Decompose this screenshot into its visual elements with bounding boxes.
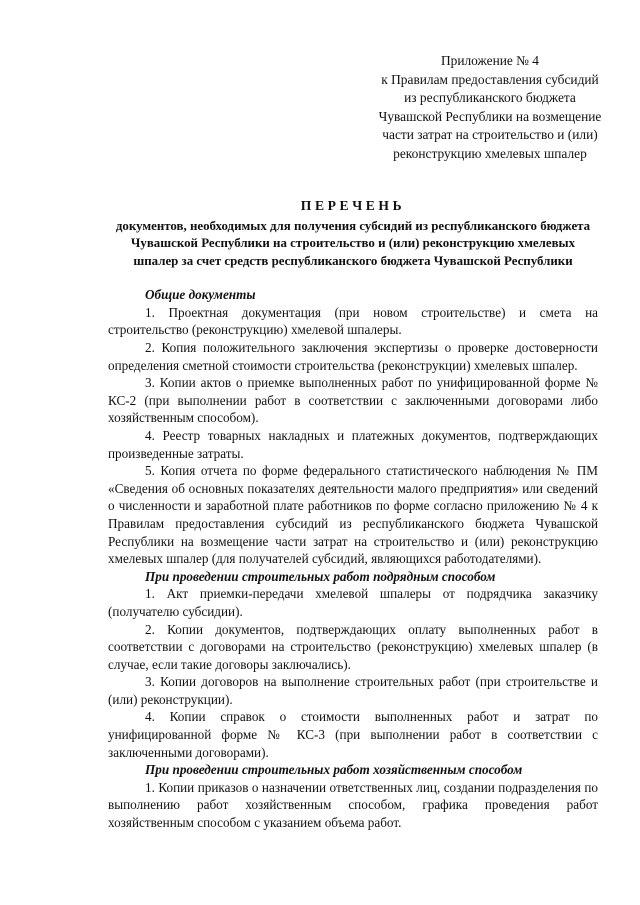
section-heading: Общие документы bbox=[145, 287, 256, 303]
list-item: 1. Копии приказов о назначении ответственных лиц, создании подразделения по выполнению работ хозяйственным способом, графика проведения работ хозяйственным способом с указанием объема работ. bbox=[108, 779, 598, 831]
appendix-line: части затрат на строительство и (или) bbox=[382, 127, 598, 142]
appendix-line: из республиканского бюджета bbox=[404, 90, 576, 105]
section-general-documents bbox=[108, 286, 598, 568]
section-contract-method bbox=[108, 568, 598, 762]
list-item: 4. Реестр товарных накладных и платежных документов, подтверждающих произведенные затраты. bbox=[108, 427, 598, 461]
appendix-header bbox=[340, 52, 640, 163]
document-subtitle: документов, необходимых для получения субсидий из республиканского бюджета Чувашской Республики на строительство и (или) реконструкцию хмелевых шпалер за счет средств республиканского бюджета Чувашской Республики bbox=[115, 219, 591, 268]
list-item: 5. Копия отчета по форме федерального статистического наблюдения № ПМ «Сведения об основных показателях деятельности малого предприятия» или сведений о численности и заработной плате работников по форме согласно приложению № 4 к Правилам предоставления субсидий из республиканского бюджета Чувашской Республики на возмещение части затрат на строительство и (или) реконструкцию хмелевых шпалер (для получателей субсидий, являющихся работодателями). bbox=[108, 463, 598, 567]
section-heading: При проведении строительных работ хозяйственным способом bbox=[145, 762, 523, 778]
section-heading: При проведении строительных работ подрядным способом bbox=[145, 568, 496, 584]
section-own-method bbox=[108, 761, 598, 831]
appendix-line: реконструкцию хмелевых шпалер bbox=[393, 145, 587, 161]
list-item: 3. Копии договоров на выполнение строительных работ (при строительстве и (или) реконструкции). bbox=[108, 674, 598, 707]
list-item: 1. Проектная документация (при новом строительстве) и смета на строительство (реконструкцию) хмелевой шпалеры. bbox=[108, 304, 598, 338]
document-body bbox=[108, 286, 598, 831]
list-item: 3. Копии актов о приемке выполненных работ по унифицированной форме № КС-2 (при выполнении работ в соответствии с заключенными договорами либо хозяйственным способом). bbox=[108, 375, 598, 426]
appendix-line: Приложение № 4 bbox=[440, 53, 540, 68]
list-item: 4. Копии справок о стоимости выполненных работ и затрат по унифицированной форме № КС-3 (при выполнении работ в соответствии с заключенными договорами). bbox=[108, 709, 598, 760]
appendix-line: Чувашской Республики на возмещение bbox=[378, 108, 602, 124]
document-title: ПЕРЕЧЕНЬ bbox=[300, 198, 406, 213]
appendix-line: к Правилам предоставления субсидий bbox=[381, 71, 599, 87]
list-item: 2. Копия положительного заключения экспертизы о проверке достоверности определения сметной стоимости строительства (реконструкции) хмелевых шпалер. bbox=[108, 340, 598, 373]
list-item: 1. Акт приемки-передачи хмелевой шпалеры от подрядчика заказчику (получателю субсидии). bbox=[108, 586, 598, 619]
list-item: 2. Копии документов, подтверждающих оплату выполненных работ в соответствии с договорами на строительство (реконструкцию) хмелевых шпалер (в случае, если такие договоры заключались). bbox=[108, 621, 598, 672]
